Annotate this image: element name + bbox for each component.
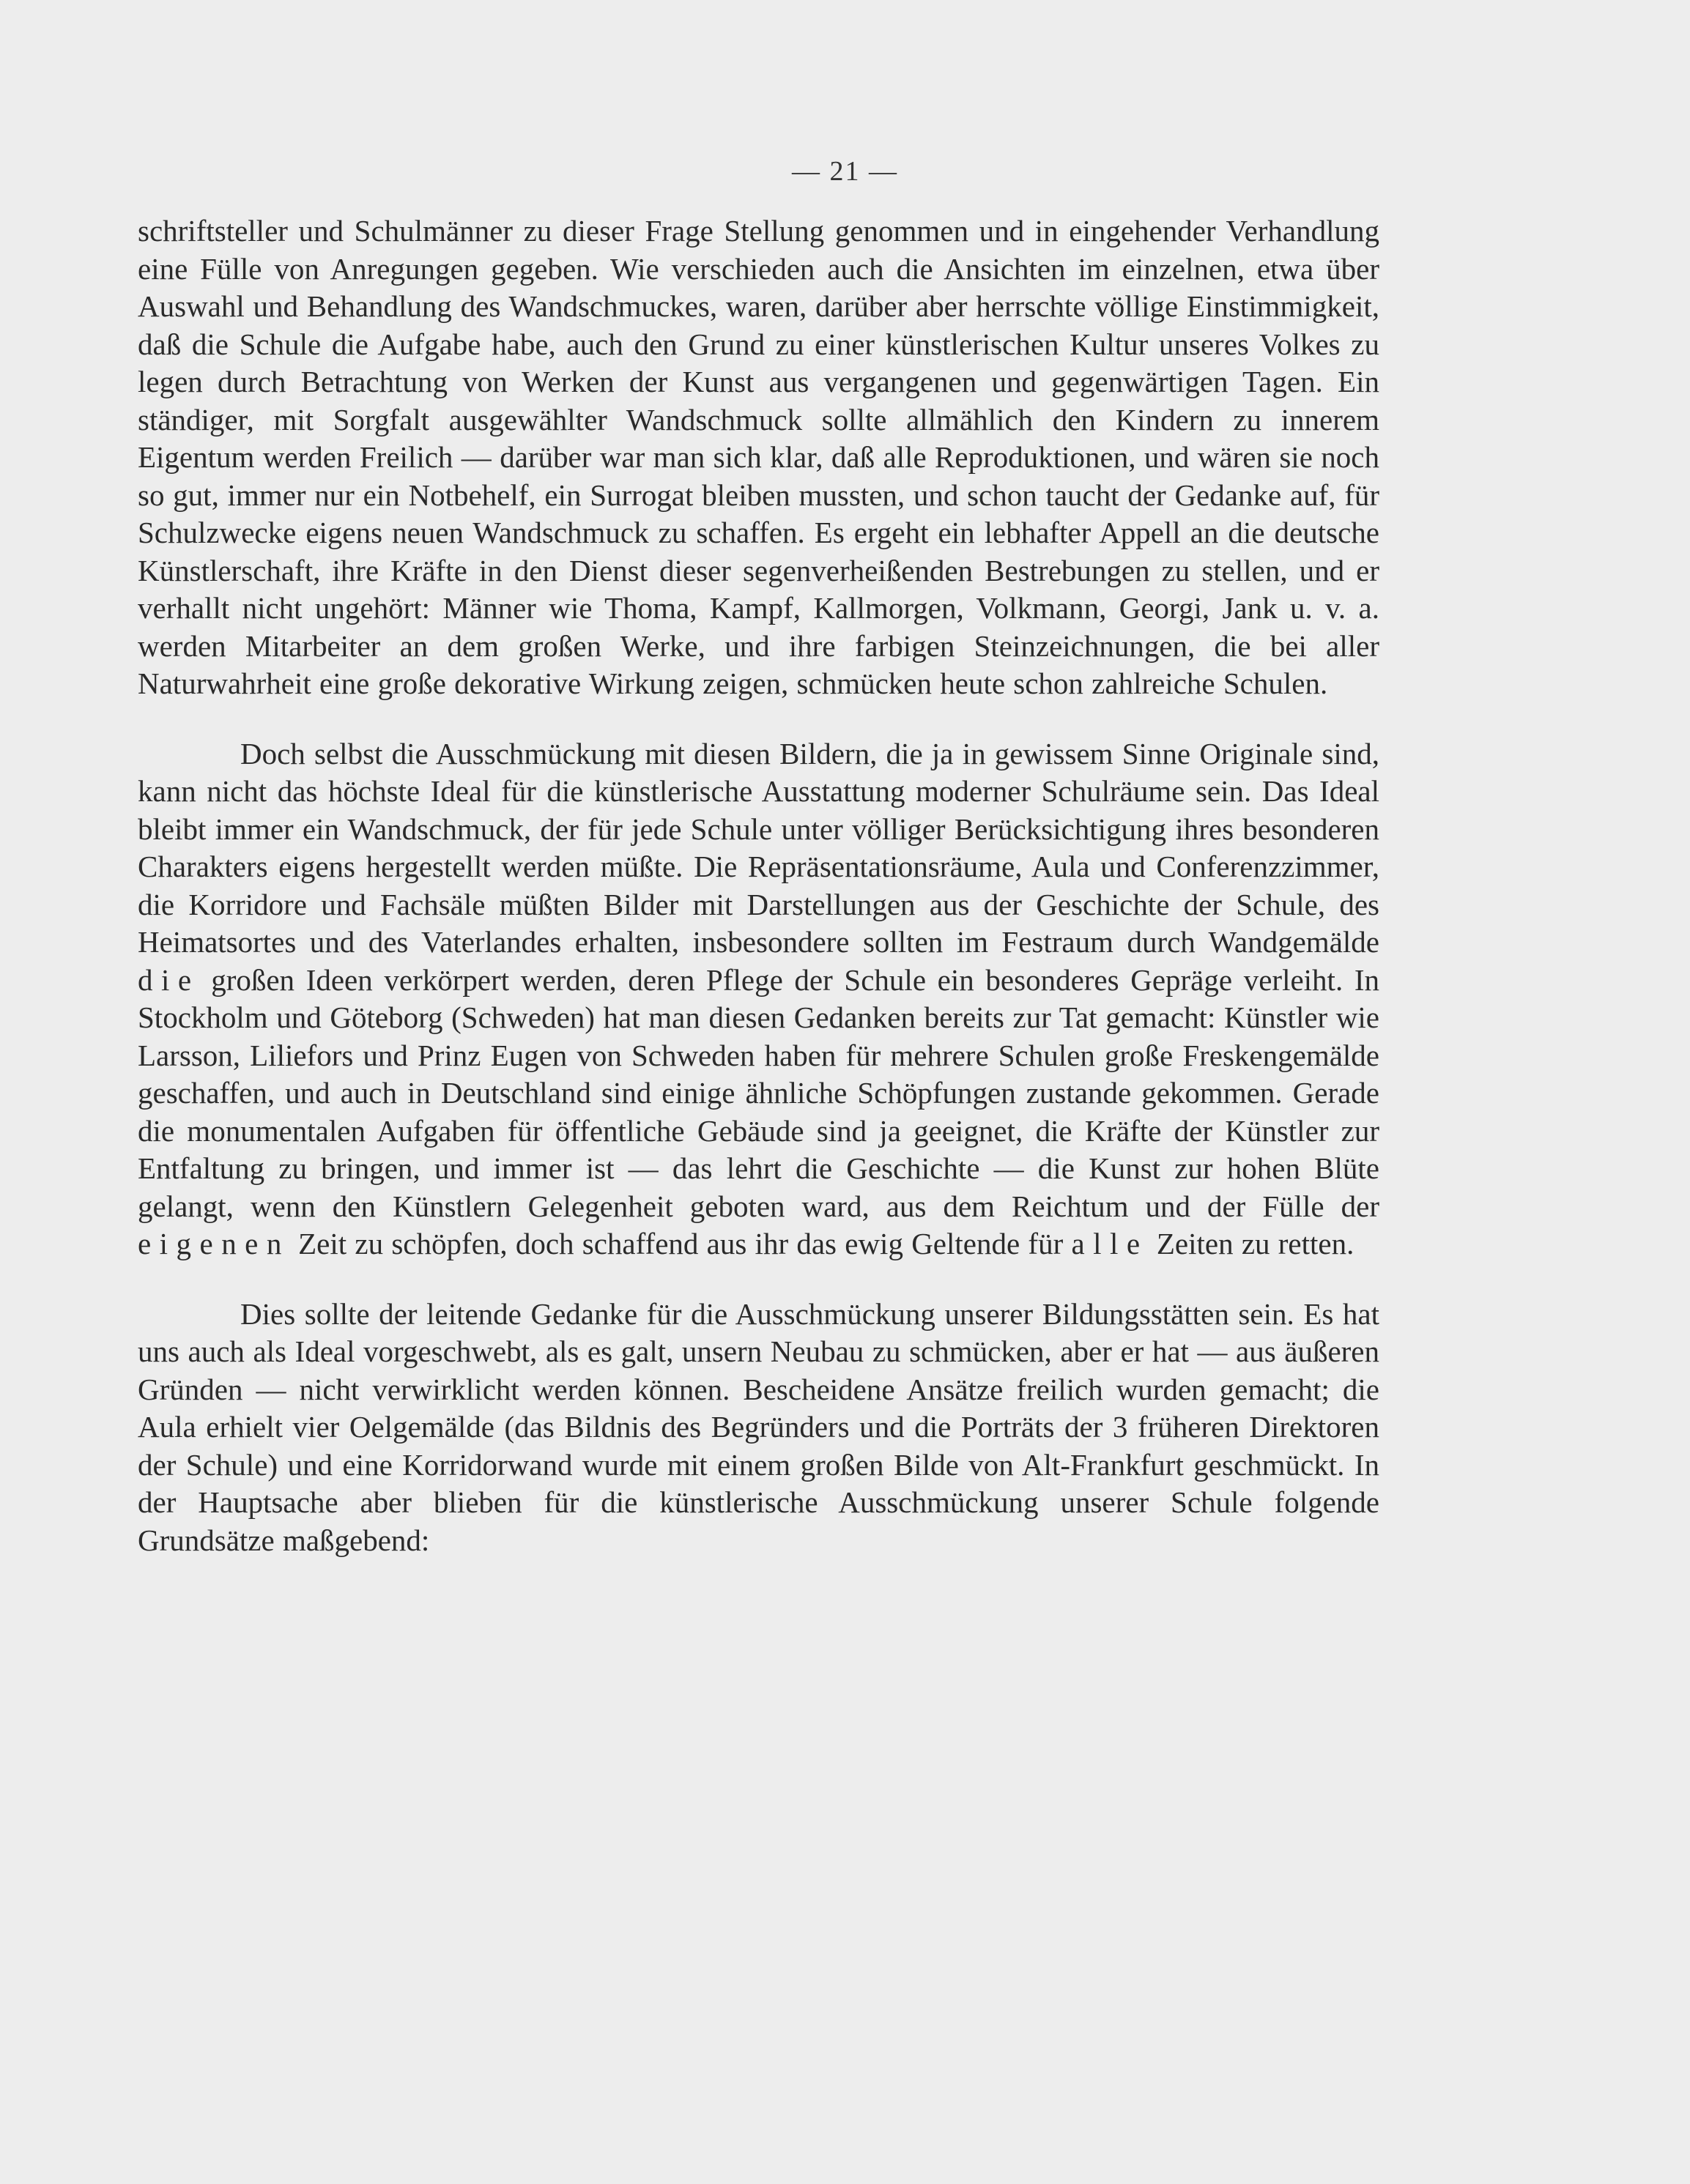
- paragraph-2-part-3: Zeit zu schöpfen, doch schaffend aus ihr das ewig Geltende für: [298, 1227, 1064, 1260]
- paragraph-3: Dies sollte der leitende Gedanke für die Ausschmückung unserer Bildungsstätten sein. Es hat uns auch als Ideal vorgeschwebt, als es galt, unsern Neubau zu schmücken, aber er hat — aus äußeren Gründen — nicht verwirklicht werden können. Bescheidene Ansätze freilich wurden gemacht; die Aula erhielt vier Oelgemälde (das Bildnis des Begründers und die Porträts der 3 früheren Direktoren der Schule) und eine Korridorwand wurde mit einem großen Bilde von Alt-Frankfurt geschmückt. In der Hauptsache aber blieben für die künstlerische Ausschmückung unserer Schule folgende Grundsätze maßgebend:: [138, 1296, 1379, 1557]
- paragraph-2-part-4: Zeiten zu retten.: [1156, 1227, 1354, 1260]
- paragraph-2-part-1: Doch selbst die Ausschmückung mit diesen Bildern, die ja in gewissem Sinne Originale sind, kann nicht das höchste Ideal für die künstlerische Ausstattung moderner Schulräume sein. Das Ideal bleibt immer ein Wandschmuck, der für jede Schule unter völliger Berücksichtigung ihres besonderen Charakters eigens hergestellt werden müßte. Die Repräsentationsräume, Aula und Conferenzzimmer, die Korridore und Fachsäle müßten Bilder mit Darstellungen aus der Geschichte der Schule, des Heimatsortes und des Vaterlandes erhalten, insbesondere sollten im Festraum durch Wandgemälde: [138, 736, 1379, 959]
- paragraph-2: [138, 735, 1379, 1263]
- paragraph-2-emphasis-1: die: [138, 962, 200, 997]
- paragraph-1: schriftsteller und Schulmänner zu dieser Frage Stellung genommen und in eingehender Verhandlung eine Fülle von Anregungen gegeben. Wie verschieden auch die Ansichten im einzelnen, etwa über Auswahl und Behandlung des Wandschmuckes, waren, darüber aber herrschte völlige Einstimmigkeit, daß die Schule die Aufgabe habe, auch den Grund zu einer künstlerischen Kultur unseres Volkes zu legen durch Betrachtung von Werken der Kunst aus vergangenen und gegenwärtigen Tagen. Ein ständiger, mit Sorgfalt ausgewählter Wandschmuck sollte allmählich den Kindern zu innerem Eigentum werden Freilich — darüber war man sich klar, daß alle Reproduktionen, und wären sie noch so gut, immer nur ein Notbehelf, ein Surrogat bleiben mussten, und schon taucht der Gedanke auf, für Schulzwecke eigens neuen Wandschmuck zu schaffen. Es ergeht ein lebhafter Appell an die deutsche Künstlerschaft, ihre Kräfte in den Dienst dieser segenverheißenden Bestrebungen zu stellen, und er verhallt nicht ungehört: Männer wie Thoma, Kampf, Kallmorgen, Volkmann, Georgi, Jank u. v. a. werden Mitarbeiter an dem großen Werke, und ihre farbigen Steinzeichnungen, die bei aller Naturwahrheit eine große dekorative Wirkung zeigen, schmücken heute schon zahlreiche Schulen.: [138, 214, 1379, 700]
- page-number: — 21 —: [792, 156, 898, 187]
- paragraph-2-emphasis-2: eigenen: [138, 1227, 290, 1260]
- paragraph-2-part-2: großen Ideen verkörpert werden, deren Pflege der Schule ein besonderes Gepräge verleiht. In Stockholm und Göteborg (Schweden) hat man diesen Gedanken bereits zur Tat gemacht: Künstler wie Larsson, Liliefors und Prinz Eugen von Schweden haben für mehrere Schulen große Freskengemälde geschaffen, und auch in Deutschland sind einige ähnliche Schöpfungen zustande gekommen. Gerade die monumentalen Aufgaben für öffentliche Gebäude sind ja geeignet, die Kräfte der Künstler zur Entfaltung zu bringen, und immer ist — das lehrt die Geschichte — die Kunst zur hohen Blüte gelangt, wenn den Künstlern Gelegenheit geboten ward, aus dem Reichtum und der Fülle der: [138, 962, 1380, 1223]
- paragraph-2-emphasis-3: alle: [1071, 1227, 1149, 1260]
- body-text: [138, 212, 1379, 1559]
